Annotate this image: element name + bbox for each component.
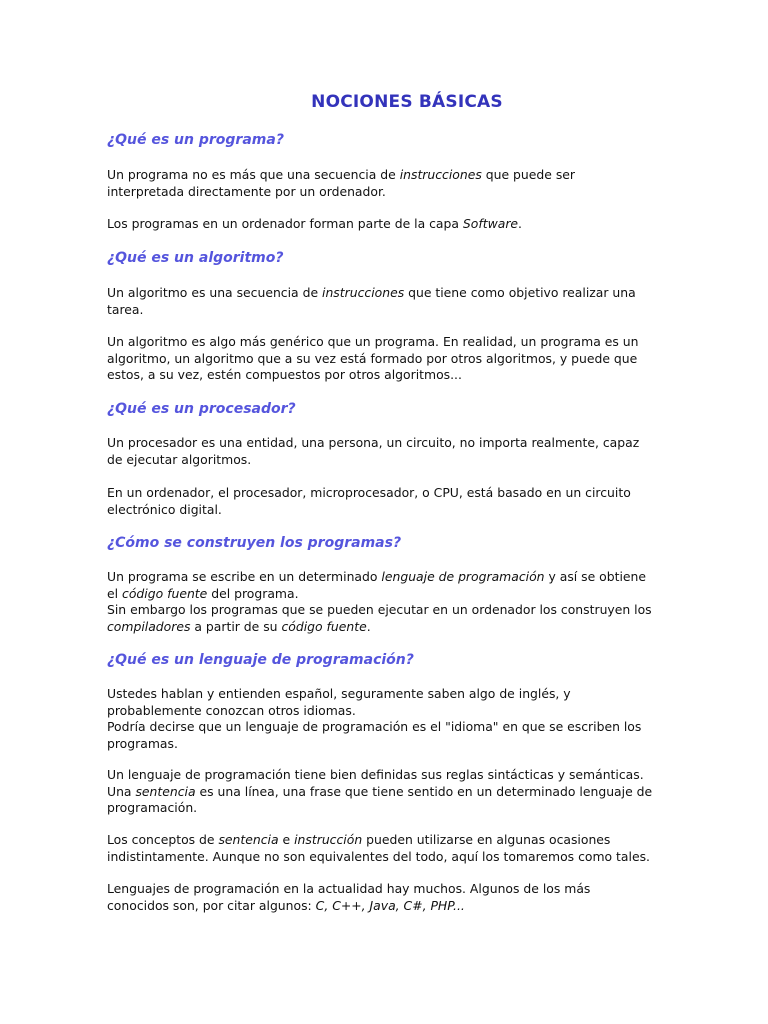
text-line: Una sentencia es una línea, una frase que tiene sentido en un determinado lenguaje de xyxy=(107,783,653,799)
text-line: indistintamente. Aunque no son equivalentes del todo, aquí los tomaremos como tales. xyxy=(107,848,650,864)
text-line: Podría decirse que un lenguaje de programación es el "idioma" en que se escriben los xyxy=(107,719,642,734)
paragraph xyxy=(107,686,641,752)
text-line: electrónico digital. xyxy=(107,501,222,517)
text-line: Sin embargo los programas que se pueden ejecutar en un ordenador los construyen los xyxy=(107,602,652,617)
text-line: Los programas en un ordenador forman parte de la capa Software. xyxy=(107,216,522,231)
paragraph xyxy=(107,485,631,518)
text-line: conocidos son, por citar algunos: C, C++, Java, C#, PHP... xyxy=(107,897,465,913)
paragraph xyxy=(107,881,590,914)
section-heading: ¿Cómo se construyen los programas? xyxy=(107,535,402,551)
text-line: Lenguajes de programación en la actualidad hay muchos. Algunos de los más xyxy=(107,881,591,896)
paragraph xyxy=(107,569,652,635)
text-line: compiladores a partir de su código fuente. xyxy=(107,618,371,634)
section-heading: ¿Qué es un programa? xyxy=(107,132,284,148)
text-line: algoritmo, un algoritmo que a su vez está formado por otros algoritmos, y puede que xyxy=(107,350,638,366)
paragraph xyxy=(107,334,638,384)
paragraph xyxy=(107,435,639,468)
paragraph xyxy=(107,767,652,817)
section-heading: ¿Qué es un procesador? xyxy=(107,401,296,417)
text-line: probablemente conozcan otros idiomas. xyxy=(107,702,356,718)
text-line: el código fuente del programa. xyxy=(107,585,299,601)
paragraph xyxy=(107,216,522,233)
text-line: estos, a su vez, estén compuestos por otros algoritmos... xyxy=(107,367,462,382)
text-line: programas. xyxy=(107,735,178,751)
text-line: Un procesador es una entidad, una persona, un circuito, no importa realmente, capaz xyxy=(107,435,640,450)
text-line: de ejecutar algoritmos. xyxy=(107,451,252,467)
text-line: Un programa se escribe en un determinado lenguaje de programación y así se obtiene xyxy=(107,569,647,584)
text-line: Un programa no es más que una secuencia de instrucciones que puede ser xyxy=(107,167,575,182)
text-line: En un ordenador, el procesador, microprocesador, o CPU, está basado en un circuito xyxy=(107,485,631,500)
text-line: Un algoritmo es una secuencia de instrucciones que tiene como objetivo realizar una xyxy=(107,285,636,300)
text-line: tarea. xyxy=(107,301,144,317)
paragraph xyxy=(107,285,636,318)
text-line: programación. xyxy=(107,800,198,815)
page-title: NOCIONES BÁSICAS xyxy=(311,92,503,112)
section-heading: ¿Qué es un algoritmo? xyxy=(107,250,284,266)
text-line: Un lenguaje de programación tiene bien definidas sus reglas sintácticas y semánticas. xyxy=(107,767,644,782)
section-heading: ¿Qué es un lenguaje de programación? xyxy=(107,652,414,668)
paragraph xyxy=(107,167,575,200)
paragraph xyxy=(107,832,650,865)
text-line: Un algoritmo es algo más genérico que un programa. En realidad, un programa es un xyxy=(107,334,639,349)
text-line: Los conceptos de sentencia e instrucción pueden utilizarse en algunas ocasiones xyxy=(107,832,611,847)
text-line: interpretada directamente por un ordenador. xyxy=(107,183,386,199)
text-line: Ustedes hablan y entienden español, seguramente saben algo de inglés, y xyxy=(107,686,571,701)
